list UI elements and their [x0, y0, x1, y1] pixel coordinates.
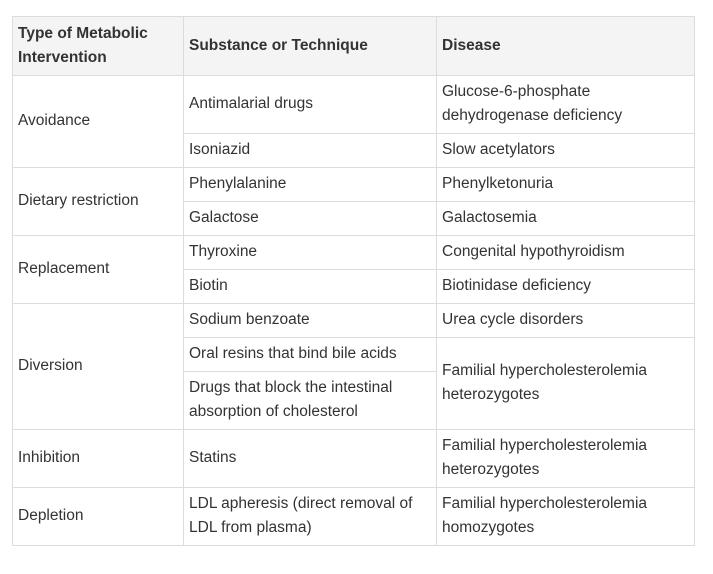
table-row — [13, 168, 695, 202]
header-substance-or-technique: Substance or Technique — [184, 17, 437, 76]
intervention-cell: Replacement — [13, 236, 184, 304]
substance-cell: Thyroxine — [184, 236, 437, 270]
intervention-cell: Dietary restriction — [13, 168, 184, 236]
substance-cell: LDL apheresis (direct removal of LDL from plasma) — [184, 488, 437, 546]
table-body — [13, 76, 695, 546]
table-row — [13, 76, 695, 134]
substance-cell: Phenylalanine — [184, 168, 437, 202]
disease-cell: Slow acetylators — [437, 134, 695, 168]
substance-cell: Drugs that block the intestinal absorption of cholesterol — [184, 372, 437, 430]
substance-cell: Statins — [184, 430, 437, 488]
substance-cell: Isoniazid — [184, 134, 437, 168]
disease-cell: Biotinidase deficiency — [437, 270, 695, 304]
intervention-cell: Inhibition — [13, 430, 184, 488]
intervention-cell: Avoidance — [13, 76, 184, 168]
header-type-of-intervention: Type of Metabolic Intervention — [13, 17, 184, 76]
substance-cell: Oral resins that bind bile acids — [184, 338, 437, 372]
table-header — [13, 17, 695, 76]
disease-cell: Glucose-6-phosphate dehydrogenase deficiency — [437, 76, 695, 134]
intervention-cell: Diversion — [13, 304, 184, 430]
table-row — [13, 236, 695, 270]
disease-cell: Familial hypercholesterolemia heterozygotes — [437, 338, 695, 430]
header-disease: Disease — [437, 17, 695, 76]
disease-cell: Galactosemia — [437, 202, 695, 236]
content-area — [12, 16, 695, 546]
substance-cell: Sodium benzoate — [184, 304, 437, 338]
disease-cell: Familial hypercholesterolemia homozygotes — [437, 488, 695, 546]
substance-cell: Galactose — [184, 202, 437, 236]
disease-cell: Familial hypercholesterolemia heterozygotes — [437, 430, 695, 488]
table-row — [13, 488, 695, 546]
disease-cell: Phenylketonuria — [437, 168, 695, 202]
disease-cell: Urea cycle disorders — [437, 304, 695, 338]
metabolic-intervention-table — [12, 16, 695, 546]
table-row — [13, 304, 695, 338]
table-row — [13, 430, 695, 488]
intervention-cell: Depletion — [13, 488, 184, 546]
disease-cell: Congenital hypothyroidism — [437, 236, 695, 270]
substance-cell: Biotin — [184, 270, 437, 304]
substance-cell: Antimalarial drugs — [184, 76, 437, 134]
header-row — [13, 17, 695, 76]
